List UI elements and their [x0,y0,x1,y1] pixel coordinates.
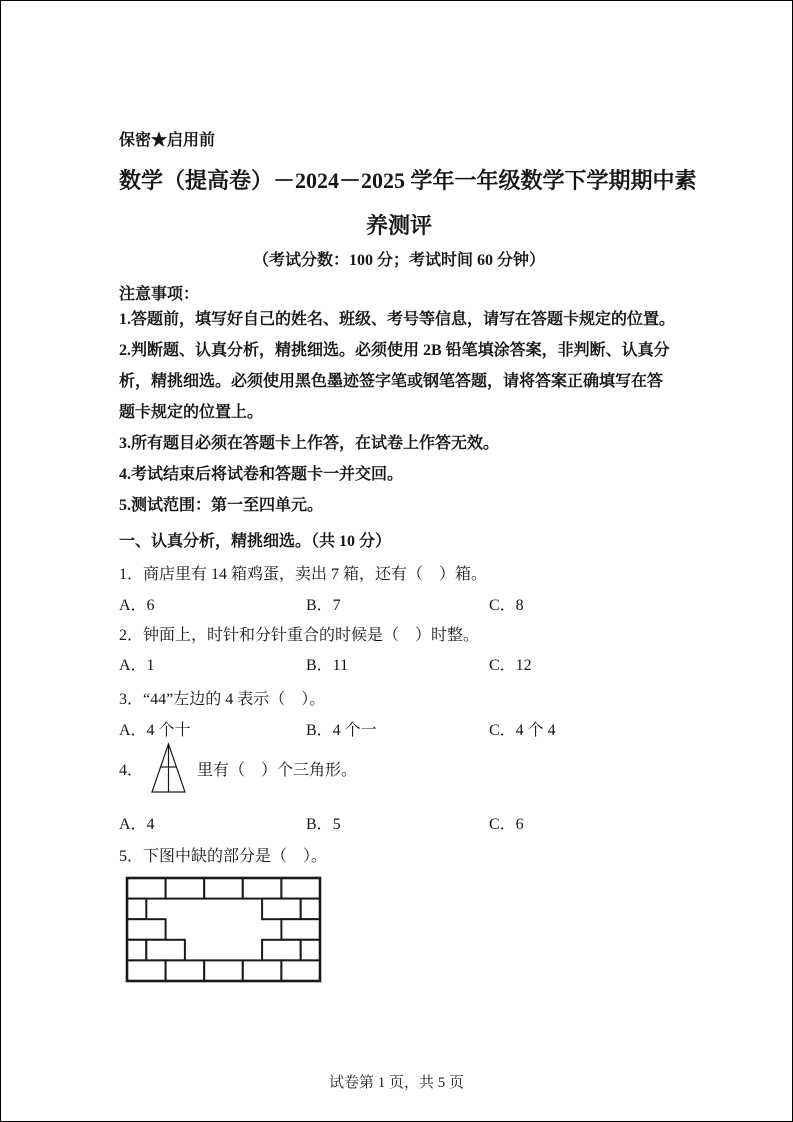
brick-wall-figure [124,875,323,984]
question-1-option-c: C．8 [489,597,524,614]
triangle-figure [149,741,189,795]
question-3-option-a: A．4 个十 [119,722,191,739]
question-4-option-a: A．4 [119,816,155,833]
notice-line: 析，精挑细选。必须使用黑色墨迹签字笔或钢笔答题，请将答案正确填写在答 [119,373,664,390]
question-1-option-b: B．7 [306,597,341,614]
question-4-option-c: C．6 [489,816,524,833]
question-4-options [119,811,679,833]
notice-line: 4.考试结束后将试卷和答题卡一并交回。 [119,466,404,483]
question-1-option-a: A．6 [119,597,155,614]
question-2-option-b: B．11 [306,657,349,674]
notice-line: 题卡规定的位置上。 [119,404,264,421]
question-2-option-c: C．12 [489,657,532,674]
question-2-options [119,652,679,674]
secrecy-label: 保密★启用前 [119,132,216,149]
notice-line: 1.答题前，填写好自己的姓名、班级、考号等信息，请写在答题卡规定的位置。 [119,311,676,328]
exam-info: （考试分数：100 分；考试时间 60 分钟） [252,252,545,269]
notice-line: 5.测试范围：第一至四单元。 [119,497,324,514]
question-1-text: 1．商店里有 14 箱鸡蛋，卖出 7 箱，还有（ ）箱。 [119,566,488,583]
exam-title-line-1: 数学（提高卷）－2024－2025 学年一年级数学下学期期中素 [119,168,697,193]
question-3-text: 3．“44”左边的 4 表示（ ）。 [119,691,326,708]
notice-heading: 注意事项： [119,286,200,303]
notice-line: 2.判断题、认真分析，精挑细选。必须使用 2B 铅笔填涂答案，非判断、认真分 [119,342,670,359]
question-3-options [119,717,679,739]
question-2-text: 2．钟面上，时针和分针重合的时候是（ ）时整。 [119,627,480,644]
question-3-option-c: C．4 个 4 [489,722,556,739]
question-4-number: 4． [119,761,144,779]
page-content [119,1,697,1122]
question-4-text: 里有（ ）个三角形。 [197,761,358,779]
section-one-heading: 一、认真分析，精挑细选。（共 10 分） [119,533,392,550]
question-4-option-b: B．5 [306,816,341,833]
notice-lines [119,304,679,521]
question-4-row [119,739,679,797]
page-footer: 试卷第 1 页，共 5 页 [328,1075,464,1091]
notice-line: 3.所有题目必须在答题卡上作答，在试卷上作答无效。 [119,435,500,452]
question-2-option-a: A．1 [119,657,155,674]
question-3-option-b: B．4 个一 [306,722,377,739]
brick-wall-figure-wrap [124,875,324,984]
question-5-text: 5．下图中缺的部分是（ ）。 [119,848,328,865]
question-1-options [119,592,679,614]
exam-title-line-2: 养测评 [365,213,432,238]
